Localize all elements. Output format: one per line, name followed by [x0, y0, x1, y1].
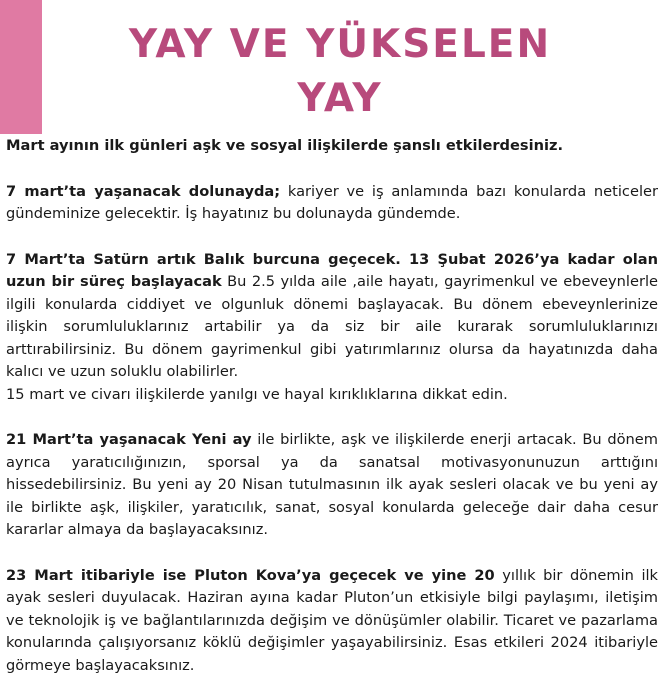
- article-body: [6, 135, 658, 700]
- paragraph-full-moon-text: kariyer ve iş anlamında bazı konularda neticeler gündeminize gelecektir. İş hayatınız bu dolunayda gündemde.: [6, 182, 658, 222]
- paragraph-new-moon-bold: 21 Mart’ta yaşanacak Yeni ay: [6, 431, 252, 448]
- accent-bar: [0, 0, 42, 134]
- paragraph-intro: [6, 135, 658, 158]
- paragraph-saturn-text: Bu 2.5 yılda aile ,aile hayatı, gayrimenkul ve ebeveynlerle ilgili konularda ciddiyet ve olgunluk dönemi başlayacak. Bu dönem ebeveynlerinize ilişkin sorumluluklarınız artabilir ya da siz bir aile kurarak sorumluluklarınızı arttırabilirsiniz. Bu dönem gayrimenkul gibi yatırımlarınız olursa da hayatınızda daha kalıcı ve uzun soluklu olabilirler.: [6, 273, 658, 380]
- paragraph-saturn: [6, 249, 658, 407]
- paragraph-new-moon: [6, 429, 658, 542]
- paragraph-pluto-text: yıllık bir dönemin ilk ayak sesleri duyulacak. Haziran ayına kadar Pluton’un etkisiyle bilgi paylaşımı, iletişim ve teknolojik iş ve bağlantılarınızda değişim ve dönüşümler olabilir. Ticaret ve pazarlama konularında çalışıyorsanız köklü değişimler yaşayabilirsiniz. Esas etkileri 2024 itibariyle görmeye başlayacaksınız.: [6, 566, 659, 674]
- paragraph-pluto-bold: 23 Mart itibariyle ise Pluton Kova’ya geçecek ve yine 20: [6, 566, 495, 584]
- paragraph-pluto: [6, 565, 658, 678]
- paragraph-intro-bold: Mart ayının ilk günleri aşk ve sosyal ilişkilerde şanslı etkilerdesiniz.: [6, 137, 564, 154]
- paragraph-new-moon-text: ile birlikte, aşk ve ilişkilerde enerji artacak. Bu dönem ayrıca yaratıcılığınızın, sporsal ya da sanatsal motivasyonunuzun arttığını hissedebilirsiniz. Bu yeni ay 20 Nisan tutulmasının ilk ayak sesleri olacak ve bu yeni ay ile birlikte aşk, ilişkiler, yaratıcılık, sanat, sosyal konularda geleceğe dair daha cesur kararlar almaya da başlayacaksınız.: [6, 431, 659, 538]
- title-line-1: YAY VE YÜKSELEN: [128, 22, 552, 67]
- title-line-2: YAY: [297, 76, 383, 121]
- page-title: [60, 18, 620, 126]
- paragraph-full-moon: [6, 181, 658, 226]
- paragraph-saturn-bold: 7 Mart’ta Satürn artık Balık burcuna geçecek. 13 Şubat 2026’ya kadar olan uzun bir süreç başlayacak: [6, 250, 658, 290]
- paragraph-full-moon-bold: 7 mart’ta yaşanacak dolunayda;: [6, 182, 281, 200]
- paragraph-saturn-extra: 15 mart ve civarı ilişkilerde yanılgı ve hayal kırıklıklarına dikkat edin.: [6, 385, 508, 403]
